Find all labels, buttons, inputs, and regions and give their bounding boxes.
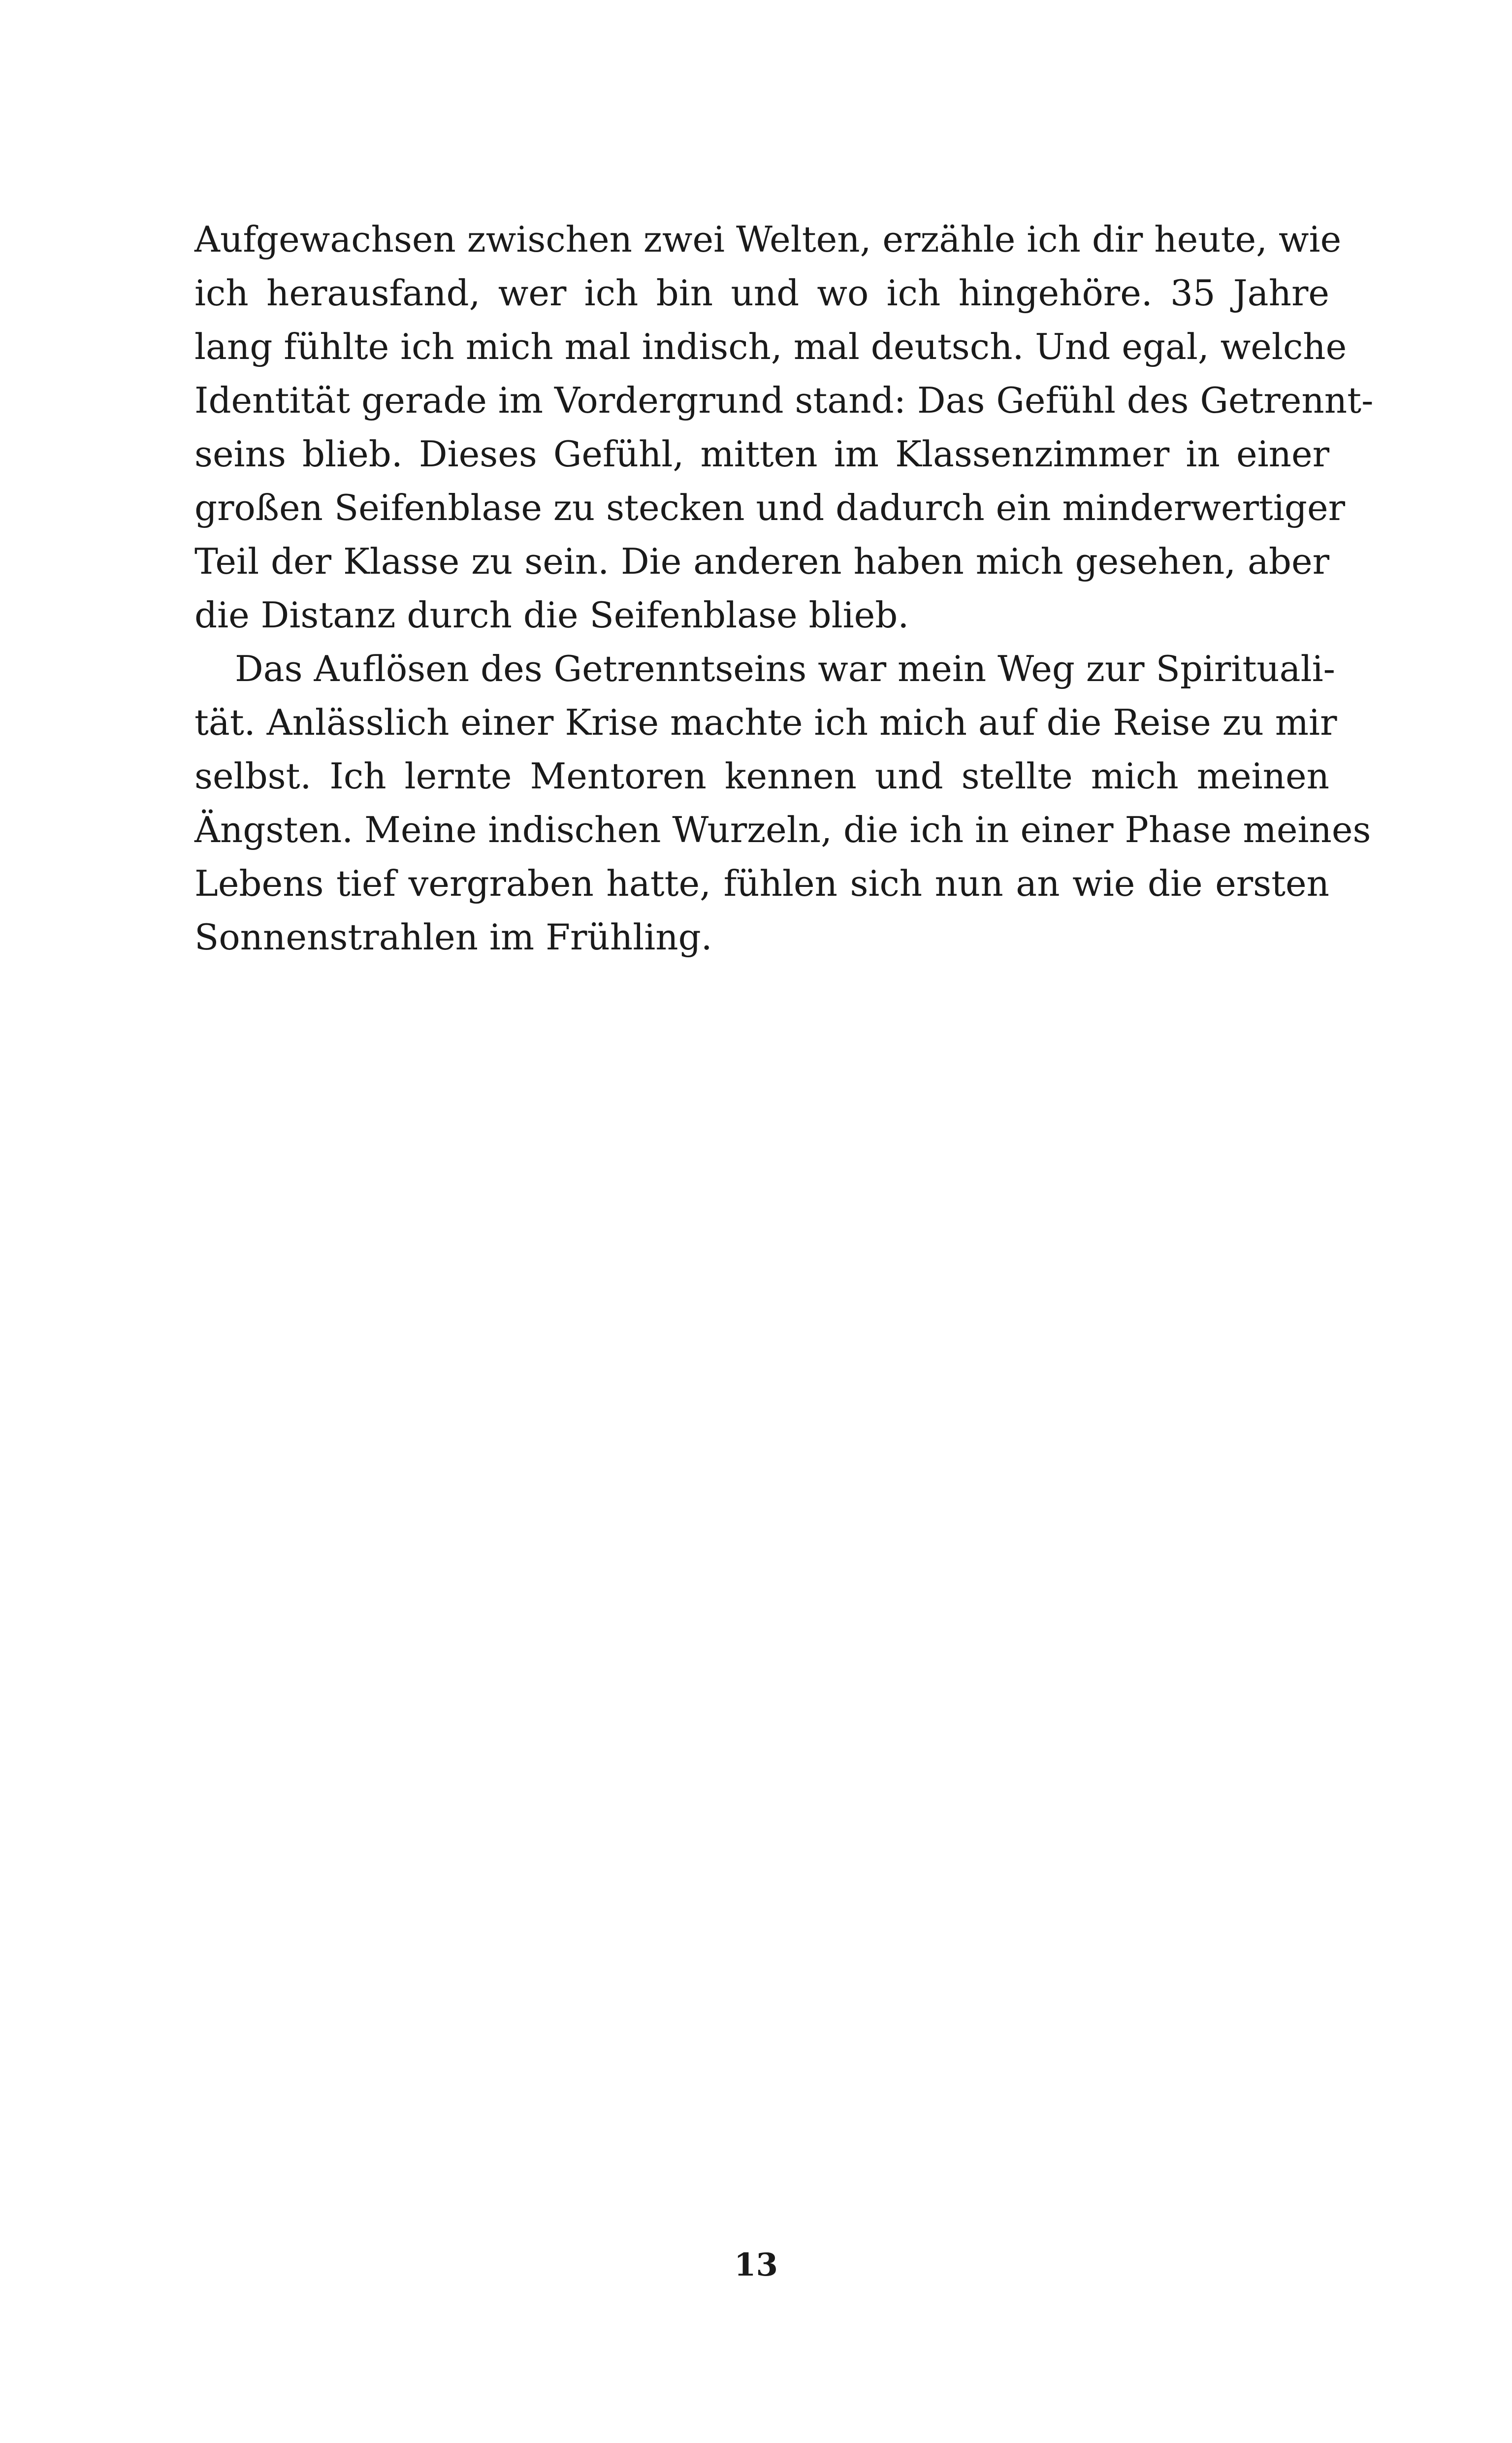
paragraph-1 bbox=[194, 213, 1374, 642]
text-line: tät. Anlässlich einer Krise machte ich mich auf die Reise zu mir bbox=[194, 702, 1337, 743]
text-line: seins blieb. Dieses Gefühl, mitten im Klassenzimmer in einer bbox=[194, 433, 1329, 475]
text-line: Lebens tief vergraben hatte, fühlen sich nun an wie die ersten bbox=[194, 863, 1329, 904]
text-line: Aufgewachsen zwischen zwei Welten, erzähle ich dir heute, wie bbox=[194, 219, 1342, 260]
text-line: großen Seifenblase zu stecken und dadurch ein minderwertiger bbox=[194, 487, 1346, 528]
text-line: Ängsten. Meine indischen Wurzeln, die ich in einer Phase meines bbox=[194, 809, 1371, 850]
text-line: Sonnenstrahlen im Frühling. bbox=[194, 916, 712, 958]
text-line: die Distanz durch die Seifenblase blieb. bbox=[194, 594, 909, 636]
text-line: Identität gerade im Vordergrund stand: Das Gefühl des Getrennt- bbox=[194, 380, 1374, 421]
text-line: Das Auflösen des Getrenntseins war mein Weg zur Spirituali- bbox=[235, 648, 1335, 689]
text-line: selbst. Ich lernte Mentoren kennen und stellte mich meinen bbox=[194, 755, 1329, 797]
body-text bbox=[194, 213, 1374, 964]
text-line: Teil der Klasse zu sein. Die anderen haben mich gesehen, aber bbox=[194, 541, 1329, 582]
paragraph-2 bbox=[194, 642, 1371, 964]
text-line: ich herausfand, wer ich bin und wo ich hingehöre. 35 Jahre bbox=[194, 272, 1329, 314]
page-number: 13 bbox=[734, 2247, 778, 2283]
text-line: lang fühlte ich mich mal indisch, mal deutsch. Und egal, welche bbox=[194, 326, 1347, 367]
